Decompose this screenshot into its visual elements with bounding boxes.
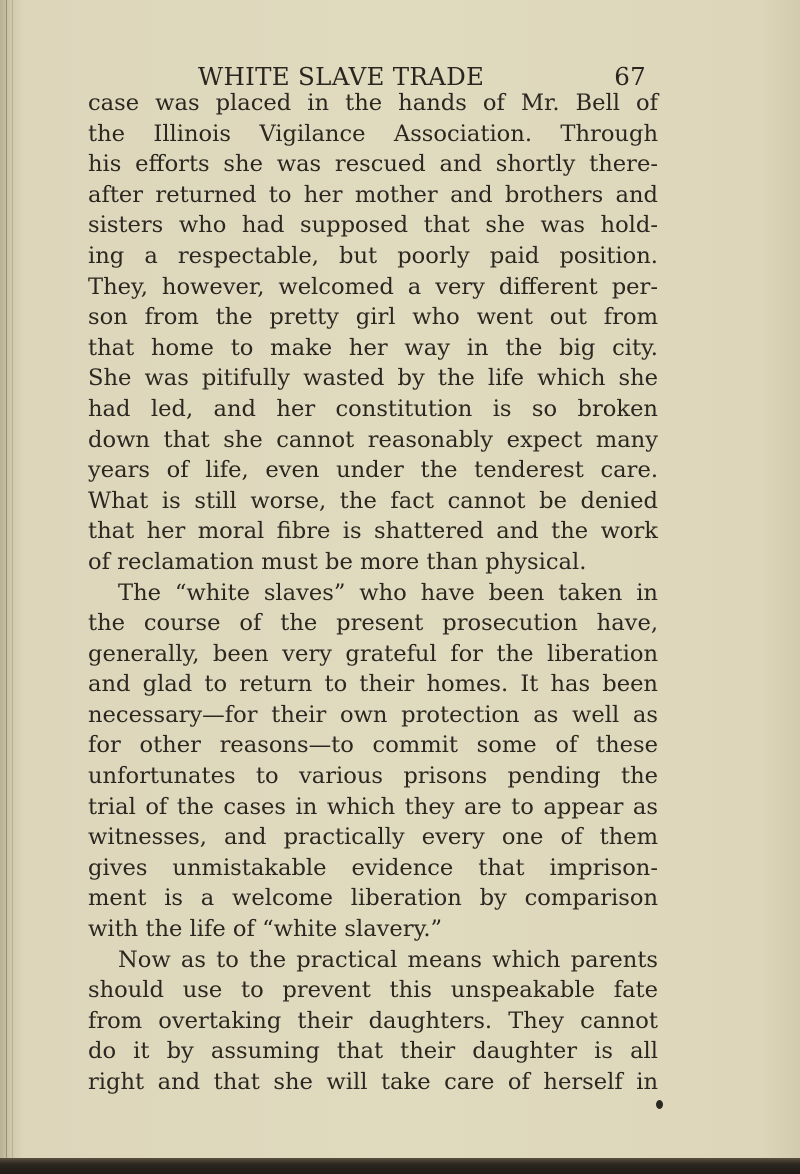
text-line: generally, been very grateful for the liberation xyxy=(88,640,658,667)
text-line: witnesses, and practically every one of them xyxy=(88,824,658,851)
text-line: the course of the present prosecution have, xyxy=(88,610,658,637)
text-line: do it by assuming that their daughter is all xyxy=(88,1038,658,1065)
text-line: for other reasons—to commit some of these xyxy=(88,732,658,759)
text-line: and glad to return to their homes. It has been xyxy=(88,671,658,698)
text-line: should use to prevent this unspeakable fate xyxy=(88,977,658,1004)
text-line: ing a respectable, but poorly paid position. xyxy=(88,242,658,269)
text-line: The “white slaves” who have been taken in xyxy=(118,579,658,606)
text-line: right and that she will take care of herself in xyxy=(88,1069,658,1095)
binding-edge-inner xyxy=(12,0,13,1174)
text-line: case was placed in the hands of Mr. Bell of xyxy=(88,90,658,116)
text-line: from overtaking their daughters. They cannot xyxy=(88,1007,658,1034)
text-line: They, however, welcomed a very different per- xyxy=(88,273,658,300)
page-number: 67 xyxy=(614,62,646,91)
text-line: unfortunates to various prisons pending the xyxy=(88,763,658,790)
text-line: after returned to her mother and brothers and xyxy=(88,181,658,208)
running-head-title: WHITE SLAVE TRADE xyxy=(198,62,485,91)
text-line: son from the pretty girl who went out from xyxy=(88,304,658,331)
text-line: down that she cannot reasonably expect many xyxy=(88,426,658,453)
text-line: that home to make her way in the big city. xyxy=(88,334,658,361)
text-line: with the life of “white slavery.” xyxy=(88,916,443,943)
body-text xyxy=(88,88,658,1098)
text-line: had led, and her constitution is so broken xyxy=(88,395,658,422)
binding-edge xyxy=(6,0,7,1174)
text-line: necessary—for their own protection as well as xyxy=(88,701,658,728)
ink-speck xyxy=(656,1100,663,1109)
text-line: of reclamation must be more than physical. xyxy=(88,548,587,575)
text-line: Now as to the practical means which parents xyxy=(118,946,658,973)
text-line: the Illinois Vigilance Association. Through xyxy=(88,120,658,147)
text-line: ment is a welcome liberation by comparison xyxy=(88,885,658,912)
text-line: What is still worse, the fact cannot be denied xyxy=(88,487,658,514)
text-line: years of life, even under the tenderest care. xyxy=(88,457,658,484)
page-bottom-edge xyxy=(0,1158,800,1174)
text-line: She was pitifully wasted by the life which she xyxy=(88,365,658,392)
text-line: that her moral fibre is shattered and the work xyxy=(88,518,658,545)
text-line: sisters who had supposed that she was hold- xyxy=(88,212,658,239)
text-line: trial of the cases in which they are to appear as xyxy=(88,793,658,820)
text-line: gives unmistakable evidence that imprison- xyxy=(88,854,658,881)
text-line: his efforts she was rescued and shortly there- xyxy=(88,151,658,178)
